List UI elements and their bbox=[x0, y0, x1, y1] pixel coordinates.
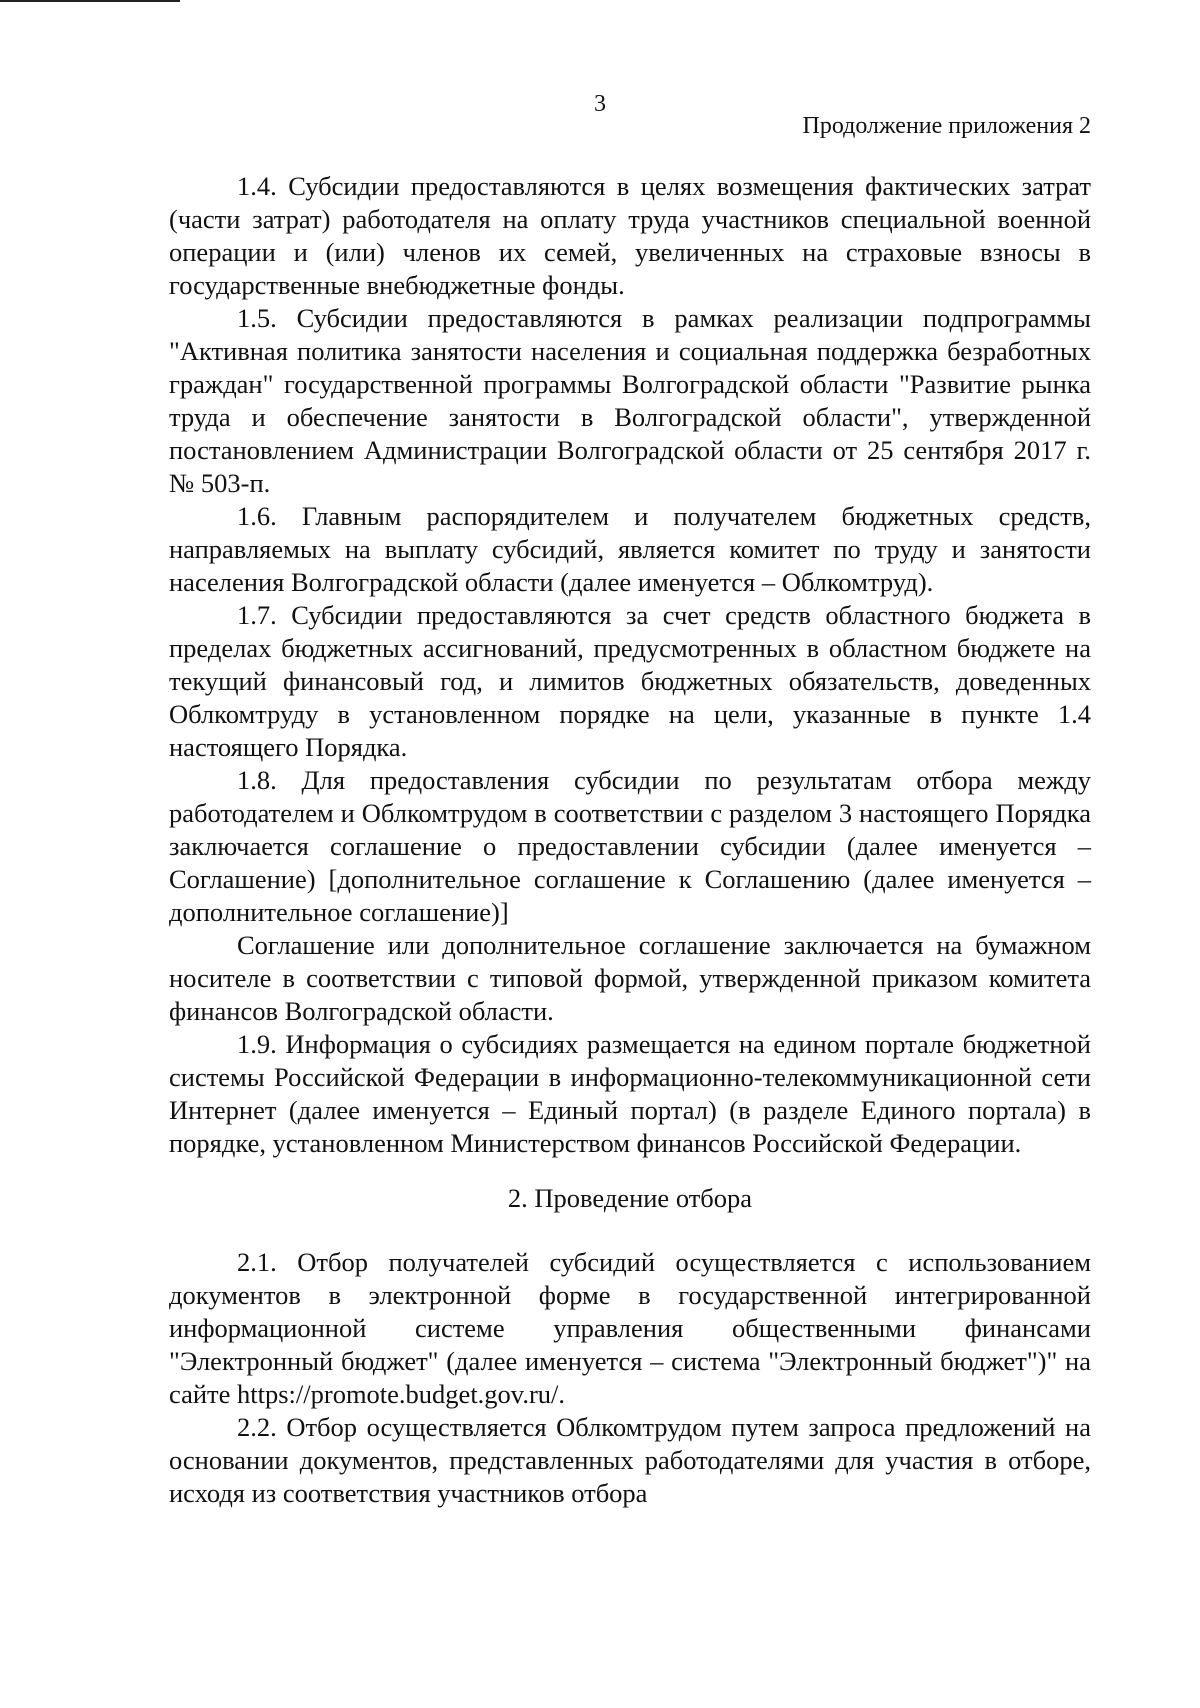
scan-edge-line bbox=[0, 0, 180, 2]
paragraph-1-6: 1.6. Главным распорядителем и получателем бюджетных средств, направляемых на выплату субсидий, является комитет по труду и занятости населения Волгоградской области (далее именуется – Облкомтруд). bbox=[169, 501, 1091, 597]
document-body bbox=[169, 170, 1091, 1510]
appendix-continuation-note: Продолжение приложения 2 bbox=[802, 113, 1091, 139]
paragraph-agreement-form: Соглашение или дополнительное соглашение заключается на бумажном носителе в соответствии с типовой формой, утвержденной приказом комитета финансов Волгоградской области. bbox=[169, 930, 1091, 1026]
page-number: 3 bbox=[594, 91, 606, 117]
paragraph-1-5: 1.5. Субсидии предоставляются в рамках реализации подпрограммы "Активная политика занятости населения и социальная поддержка безработных граждан" государственной программы Волгоградской области "Развитие рынка труда и обеспечение занятости в Волгоградской области", утвержденной постановлением Администрации Волгоградской области от 25 сентября 2017 г. № 503-п. bbox=[169, 303, 1091, 498]
paragraph-1-8: 1.8. Для предоставления субсидии по результатам отбора между работодателем и Облкомтрудом в соответствии с разделом 3 настоящего Порядка заключается соглашение о предоставлении субсидии (далее именуется – Соглашение) [дополнительное соглашение к Соглашению (далее именуется – дополнительное соглашение)] bbox=[169, 765, 1091, 927]
paragraph-2-2: 2.2. Отбор осуществляется Облкомтрудом путем запроса предложений на основании документов, представленных работодателями для участия в отборе, исходя из соответствия участников отбора bbox=[169, 1412, 1091, 1508]
section-2-title: 2. Проведение отбора bbox=[507, 1183, 753, 1213]
paragraph-1-9: 1.9. Информация о субсидиях размещается на едином портале бюджетной системы Российской Федерации в информационно-телекоммуникационной сети Интернет (далее именуется – Единый портал) (в разделе Единого портала) в порядке, установленном Министерством финансов Российской Федерации. bbox=[169, 1029, 1091, 1158]
paragraph-1-4: 1.4. Субсидии предоставляются в целях возмещения фактических затрат (части затрат) работодателя на оплату труда участников специальной военной операции и (или) членов их семей, увеличенных на страховые взносы в государственные внебюджетные фонды. bbox=[169, 171, 1091, 300]
paragraph-1-7: 1.7. Субсидии предоставляются за счет средств областного бюджета в пределах бюджетных ассигнований, предусмотренных в областном бюджете на текущий финансовый год, и лимитов бюджетных обязательств, доведенных Облкомтруду в установленном порядке на цели, указанные в пункте 1.4 настоящего Порядка. bbox=[169, 600, 1091, 762]
paragraph-2-1: 2.1. Отбор получателей субсидий осуществляется с использованием документов в электронной форме в государственной интегрированной информационной системе управления общественными финансами "Электронный бюджет" (далее именуется – система "Электронный бюджет")" на сайте https://promote.budget.gov.ru/. bbox=[169, 1247, 1091, 1409]
